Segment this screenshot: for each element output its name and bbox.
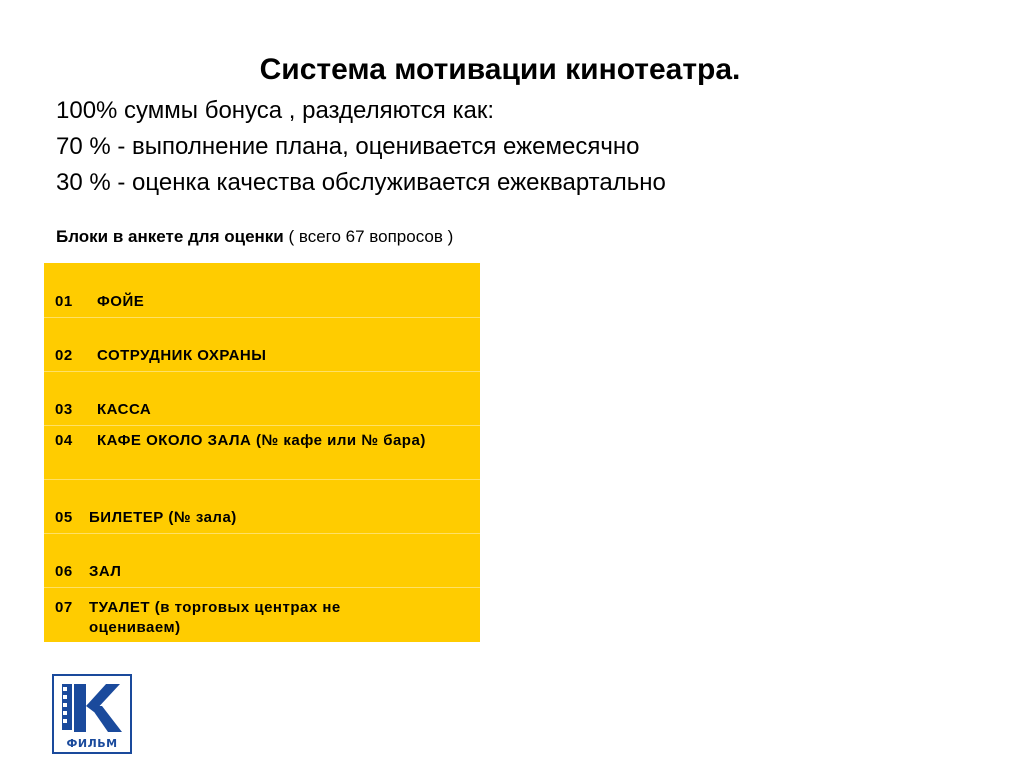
block-number: 01	[55, 293, 73, 310]
block-label: КАФЕ ОКОЛО ЗАЛА (№ кафе или № бара)	[97, 432, 426, 449]
block-number: 02	[55, 347, 73, 364]
block-label: ФОЙЕ	[97, 293, 145, 310]
questionnaire-heading-bold: Блоки в анкете для оценки	[56, 227, 284, 246]
block-row-06	[44, 534, 480, 588]
bonus-intro-line: 100% суммы бонуса , разделяются как:	[56, 97, 494, 124]
block-number: 06	[55, 563, 73, 580]
page-title: Система мотивации кинотеатра.	[259, 53, 741, 86]
block-label: СОТРУДНИК ОХРАНЫ	[97, 347, 267, 364]
block-row-02	[44, 318, 480, 372]
block-row-01	[44, 263, 480, 318]
block-row-05	[44, 480, 480, 534]
block-row-07	[44, 588, 480, 642]
plan-share-line: 70 % - выполнение плана, оценивается ежемесячно	[56, 133, 640, 160]
quality-share-line: 30 % - оценка качества обслуживается ежеквартально	[56, 169, 666, 196]
block-number: 07	[55, 599, 73, 616]
block-number: 03	[55, 401, 73, 418]
block-row-04	[44, 426, 480, 480]
questionnaire-heading-count: ( всего 67 вопросов )	[283, 227, 454, 246]
block-number: 04	[55, 432, 73, 449]
block-label: БИЛЕТЕР (№ зала)	[89, 509, 237, 526]
questionnaire-heading	[56, 226, 453, 248]
block-label: КАССА	[97, 401, 152, 418]
block-label: ТУАЛЕТ (в торговых центрах не оцениваем)	[89, 599, 341, 636]
block-row-03	[44, 372, 480, 426]
block-number: 05	[55, 509, 73, 526]
logo-caption: ФИЛЬМ	[66, 737, 118, 750]
block-label: ЗАЛ	[89, 563, 122, 580]
company-logo	[52, 674, 132, 754]
questionnaire-blocks-table	[44, 263, 480, 642]
